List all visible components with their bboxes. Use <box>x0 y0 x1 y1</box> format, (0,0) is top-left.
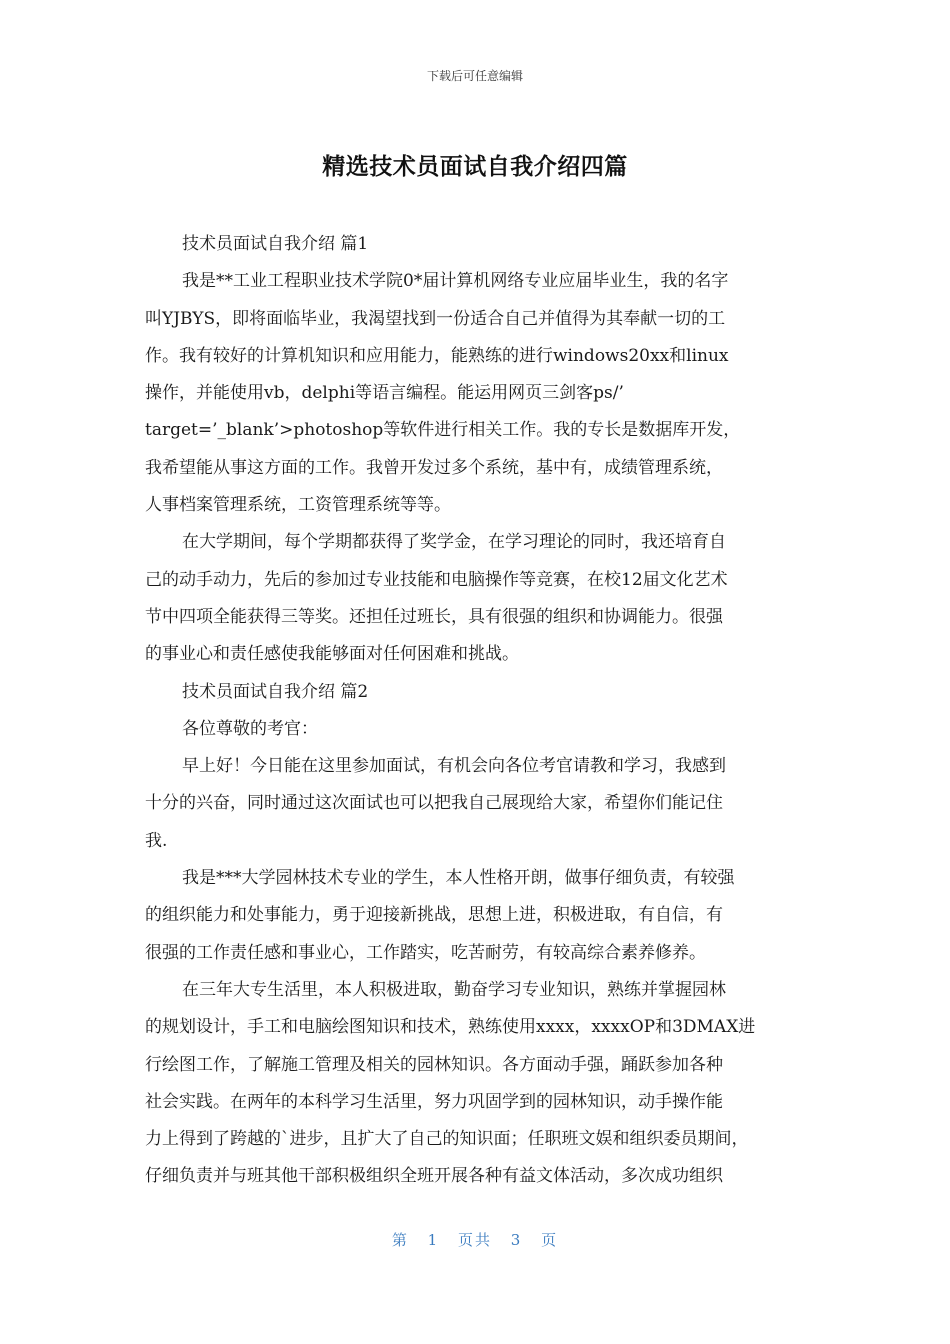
text-line: target=’_blank’>photoshop等软件进行相关工作。我的专长是数据库开发， <box>145 420 741 441</box>
page-footer: 第 1 页共 3 页 <box>391 1231 559 1249</box>
text-line: 力上得到了跨越的`进步，且扩大了自己的知识面；任职班文娱和组织委员期间， <box>145 1129 749 1150</box>
text-line: 仔细负责并与班其他干部积极组织全班开展各种有益文体活动，多次成功组织 <box>145 1166 723 1187</box>
text-line: 的规划设计，手工和电脑绘图知识和技术，熟练使用xxxx，xxxxOP和3DMAX进 <box>145 1017 756 1038</box>
text-line: 社会实践。在两年的本科学习生活里，努力巩固学到的园林知识，动手操作能 <box>145 1091 723 1112</box>
text-line: 节中四项全能获得三等奖。还担任过班长，具有很强的组织和协调能力。很强 <box>145 606 723 627</box>
document-title: 精选技术员面试自我介绍四篇 <box>322 154 628 180</box>
text-line: 早上好！今日能在这里参加面试，有机会向各位考官请教和学习，我感到 <box>182 756 726 777</box>
text-line: 在三年大专生活里，本人积极进取，勤奋学习专业知识，熟练并掌握园林 <box>182 979 726 1000</box>
text-line: 各位尊敬的考官： <box>182 718 318 739</box>
text-line: 的组织能力和处事能力，勇于迎接新挑战，思想上进，积极进取，有自信，有 <box>145 905 723 926</box>
text-line: 很强的工作责任感和事业心，工作踏实，吃苦耐劳，有较高综合素养修养。 <box>145 942 706 963</box>
text-line: 人事档案管理系统，工资管理系统等等。 <box>145 495 451 516</box>
document-body <box>145 226 813 1196</box>
text-line: 的事业心和责任感使我能够面对任何困难和挑战。 <box>145 644 519 665</box>
text-line: 十分的兴奋，同时通过这次面试也可以把我自己展现给大家，希望你们能记住 <box>145 793 723 814</box>
text-line: 操作，并能使用vb，delphi等语言编程。能运用网页三剑客ps/’ <box>145 383 624 404</box>
header-note: 下载后可任意编辑 <box>426 69 523 83</box>
text-line: 技术员面试自我介绍 篇1 <box>182 234 369 254</box>
text-line: 我. <box>145 830 168 851</box>
text-line: 作。我有较好的计算机知识和应用能力，能熟练的进行windows20xx和linux <box>145 345 729 366</box>
text-line: 我是**工业工程职业技术学院0*届计算机网络专业应届毕业生，我的名字 <box>182 271 729 292</box>
text-line: 叫YJBYS，即将面临毕业，我渴望找到一份适合自己并值得为其奉献一切的工 <box>145 308 726 329</box>
text-line: 在大学期间，每个学期都获得了奖学金，在学习理论的同时，我还培育自 <box>182 532 726 553</box>
text-line: 行绘图工作，了解施工管理及相关的园林知识。各方面动手强，踊跃参加各种 <box>145 1054 723 1075</box>
text-line: 我希望能从事这方面的工作。我曾开发过多个系统，基中有，成绩管理系统， <box>145 457 723 478</box>
text-line: 我是***大学园林技术专业的学生，本人性格开朗，做事仔细负责，有较强 <box>182 868 735 889</box>
text-line: 技术员面试自我介绍 篇2 <box>182 681 369 702</box>
text-line: 己的动手动力，先后的参加过专业技能和电脑操作等竞赛，在校12届文化艺术 <box>145 569 728 590</box>
